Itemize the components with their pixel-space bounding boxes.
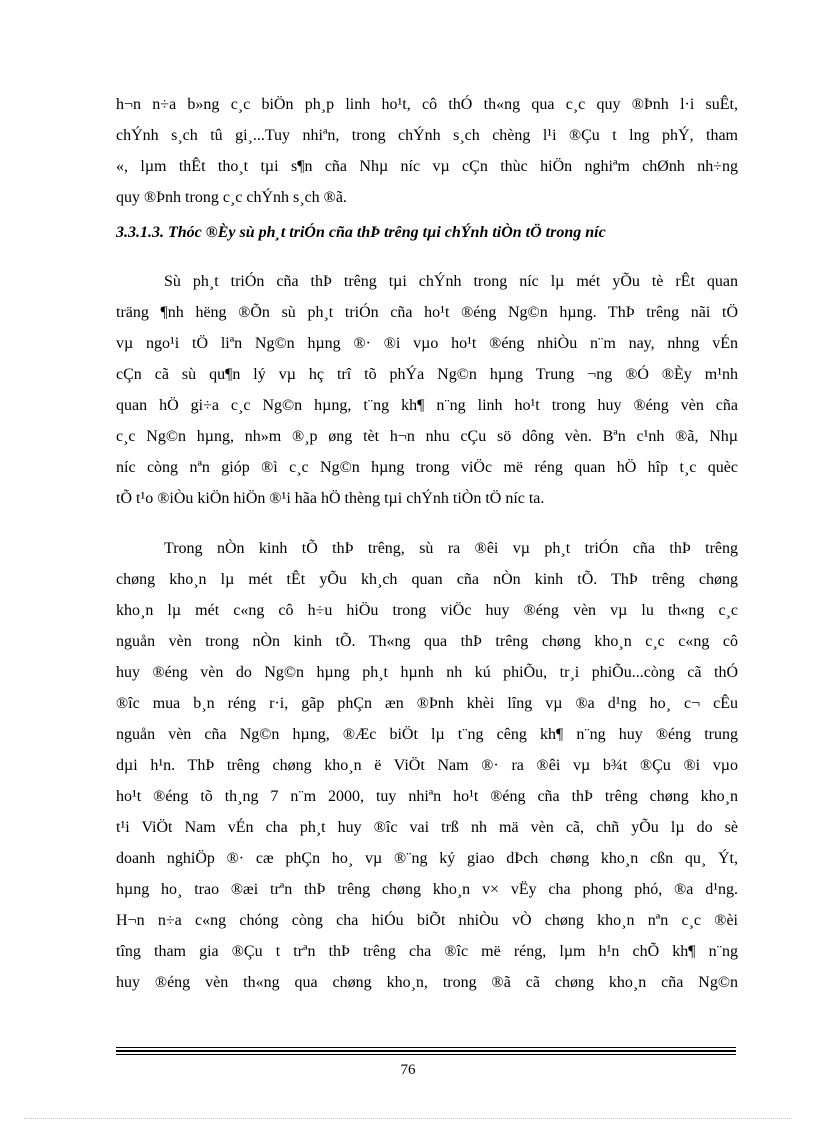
text-line: H¬n n÷a c«ng chóng còng cha hiÓu biÕt nhiÒu vÒ chøng kho¸n nªn c¸c ®èi [116, 912, 738, 929]
text-line: vµ ngo¹i tÖ liªn Ng©n hµng ®· ®i vµo ho¹t ®éng nhiÒu n¨m nay, nhng vÉn [116, 335, 738, 352]
text-line: níc còng nªn gióp ®ì c¸c Ng©n hµng trong viÖc më réng quan hÖ hîp t¸c quèc [116, 459, 738, 476]
footer-divider [116, 1047, 736, 1048]
text-line: «, lµm thÊt tho¸t tµi s¶n cña Nhµ níc vµ cÇn thùc hiÖn nghiªm chØnh nh÷ng [116, 158, 738, 175]
text-line: nguån vèn trong nÒn kinh tÕ. Th«ng qua thÞ trêng chøng kho¸n c¸c c«ng cô [116, 633, 738, 650]
text-line: chøng kho¸n lµ mét tÊt yÕu kh¸ch quan cña nÒn kinh tÕ. ThÞ trêng chøng [116, 571, 738, 588]
text-line: cÇn cã sù qu¶n lý vµ hç trî tõ phÝa Ng©n hµng Trung ¬ng ®Ó ®Èy m¹nh [116, 366, 738, 383]
text-line: tÕ t¹o ®iÒu kiÖn hiÖn ®¹i hãa hÖ thèng tµi chÝnh tiÒn tÖ níc ta. [116, 490, 545, 507]
paragraph-stock-market [116, 533, 738, 998]
text-line: hµng ho¸ trao ®æi trªn thÞ trêng chøng kho¸n v× vËy cha phong phó, ®a d¹ng. [116, 881, 738, 898]
text-line: dµi h¹n. ThÞ trêng chøng kho¸n ë ViÖt Nam ®· ra ®êi vµ b¾t ®Çu ®i vµo [116, 757, 738, 774]
text-line: t¹i ViÖt Nam vÉn cha ph¸t huy ®îc vai trß nh mä vèn cã, chñ yÕu lµ do sè [116, 819, 738, 836]
text-line: h¬n n÷a b»ng c¸c biÖn ph¸p linh ho¹t, cô thÓ th«ng qua c¸c quy ®Þnh l·i suÊt, [116, 96, 738, 113]
text-line: quy ®Þnh trong c¸c chÝnh s¸ch ®ã. [116, 189, 347, 206]
text-line: tîng tham gia ®Çu t trªn thÞ trêng cha ®îc më réng, lµm h¹n chÕ kh¶ n¨ng [116, 943, 738, 960]
text-line: nguån vèn cña Ng©n hµng, ®Æc biÖt lµ t¨ng cêng kh¶ n¨ng huy ®éng trung [116, 726, 738, 743]
text-line: huy ®éng vèn th«ng qua chøng kho¸n, trong ®ã cã chøng kho¸n cña Ng©n [116, 974, 738, 991]
paragraph-continued [116, 89, 738, 213]
text-line: c¸c Ng©n hµng, nh»m ®¸p øng tèt h¬n nhu cÇu sö dông vèn. Bªn c¹nh ®ã, Nhµ [116, 428, 738, 445]
text-line: ho¹t ®éng tõ th¸ng 7 n¨m 2000, tuy nhiªn ho¹t ®éng cña thÞ trêng chøng kho¸n [116, 788, 738, 805]
text-line: huy ®éng vèn do Ng©n hµng ph¸t hµnh nh kú phiÕu, tr¸i phiÕu...còng cã thÓ [116, 664, 738, 681]
text-line: Sù ph¸t triÓn cña thÞ trêng tµi chÝnh trong níc lµ mét yÕu tè rÊt quan [164, 273, 738, 290]
paragraph-market-development [116, 266, 738, 514]
page-number: 76 [400, 1062, 416, 1078]
footer-divider [116, 1050, 736, 1052]
text-line: doanh nghiÖp ®· cæ phÇn ho¸ vµ ®¨ng ký giao dÞch chøng kho¸n cßn qu¸ Ýt, [116, 850, 738, 867]
page-bottom-border [24, 1118, 792, 1119]
text-line: quan hÖ gi÷a c¸c Ng©n hµng, t¨ng kh¶ n¨ng linh ho¹t trong huy ®éng vèn cña [116, 397, 738, 414]
text-line: kho¸n lµ mét c«ng cô h÷u hiÖu trong viÖc huy ®éng vèn vµ lu th«ng c¸c [116, 602, 738, 619]
text-line: ®îc mua b¸n réng r·i, gãp phÇn æn ®Þnh khèi lîng vµ ®a d¹ng ho¸ c¬ cÊu [116, 695, 738, 712]
text-line: chÝnh s¸ch tû gi¸...Tuy nhiªn, trong chÝnh s¸ch chèng l¹i ®Çu t lng phÝ, tham [116, 127, 738, 144]
footer-divider [116, 1054, 736, 1055]
text-line: Trong nÒn kinh tÕ thÞ trêng, sù ra ®êi vµ ph¸t triÓn cña thÞ trêng [164, 540, 738, 557]
section-heading: 3.3.1.3. Thóc ®Èy sù ph¸t triÓn cña thÞ trêng tµi chÝnh tiÒn tÖ trong níc [116, 224, 606, 241]
text-line: träng ¶nh hëng ®Õn sù ph¸t triÓn cña ho¹t ®éng Ng©n hµng. ThÞ trêng nãi tÖ [116, 304, 738, 321]
